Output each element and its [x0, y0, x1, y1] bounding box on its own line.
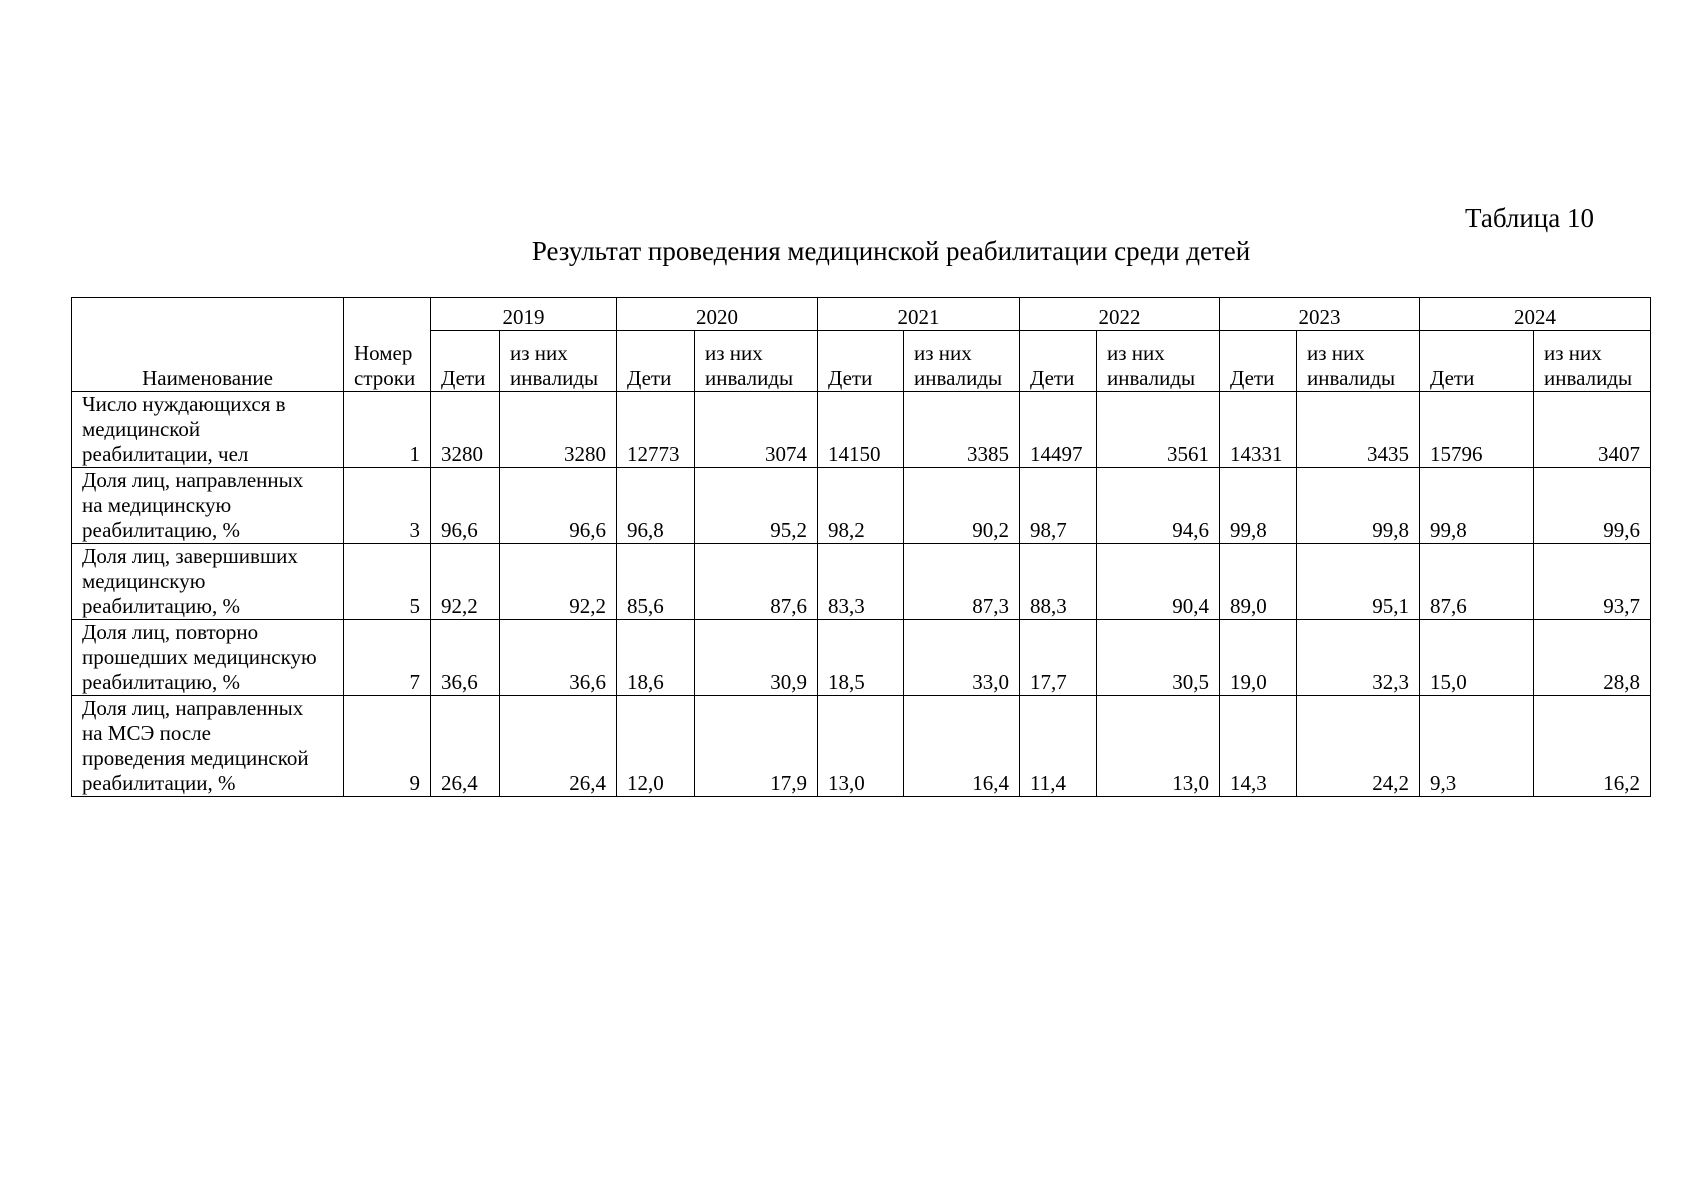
column-header-row-number	[344, 298, 431, 392]
value-cell-disabled: 94,6	[1097, 468, 1220, 544]
subheader-disabled-line: из них	[705, 341, 763, 365]
value-cell-disabled: 87,3	[904, 544, 1020, 620]
value-cell-children: 87,6	[1420, 544, 1534, 620]
value-cell-disabled: 16,4	[904, 696, 1020, 797]
value-cell-disabled: 13,0	[1097, 696, 1220, 797]
table-body	[72, 392, 1651, 797]
subheader-disabled-line: инвалиды	[1544, 366, 1633, 390]
value-cell-children: 88,3	[1020, 544, 1097, 620]
value-cell-children: 26,4	[431, 696, 500, 797]
value-cell-disabled: 36,6	[500, 620, 617, 696]
report-title: Результат проведения медицинской реабилитации среди детей	[531, 236, 1251, 266]
value-cell-children: 19,0	[1220, 620, 1297, 696]
value-cell-children: 9,3	[1420, 696, 1534, 797]
value-cell-children: 14150	[818, 392, 904, 468]
value-cell-children: 14331	[1220, 392, 1297, 468]
subheader-disabled-line: из них	[1107, 341, 1165, 365]
value-cell-disabled: 30,5	[1097, 620, 1220, 696]
value-cell-disabled: 24,2	[1297, 696, 1420, 797]
row-name-cell	[72, 696, 344, 797]
subheader-disabled	[695, 331, 818, 392]
value-cell-children: 11,4	[1020, 696, 1097, 797]
row-name-line: на медицинскую	[82, 493, 232, 517]
value-cell-disabled: 99,8	[1297, 468, 1420, 544]
row-name-line: медицинской	[82, 417, 201, 441]
table-row	[72, 468, 1651, 544]
row-name-line: Доля лиц, завершивших	[82, 544, 298, 568]
row-name-line: Доля лиц, направленных	[82, 696, 304, 720]
value-cell-children: 12773	[617, 392, 695, 468]
value-cell-children: 96,8	[617, 468, 695, 544]
subheader-children: Дети	[431, 331, 500, 392]
row-name-line: Доля лиц, направленных	[82, 468, 304, 492]
value-cell-children: 36,6	[431, 620, 500, 696]
value-cell-disabled: 95,2	[695, 468, 818, 544]
value-cell-children: 92,2	[431, 544, 500, 620]
subheader-disabled	[1297, 331, 1420, 392]
value-cell-children: 12,0	[617, 696, 695, 797]
row-name-cell	[72, 468, 344, 544]
subheader-disabled-line: инвалиды	[705, 366, 794, 390]
year-header-2024: 2024	[1420, 298, 1651, 331]
table-row	[72, 392, 1651, 468]
subheader-disabled	[1097, 331, 1220, 392]
subheader-disabled-line: инвалиды	[510, 366, 599, 390]
row-name-line: реабилитацию, %	[82, 518, 240, 542]
subheader-disabled-line: инвалиды	[1307, 366, 1396, 390]
value-cell-disabled: 90,4	[1097, 544, 1220, 620]
value-cell-disabled: 30,9	[695, 620, 818, 696]
value-cell-disabled: 3561	[1097, 392, 1220, 468]
column-header-name: Наименование	[72, 298, 344, 392]
value-cell-disabled: 16,2	[1534, 696, 1651, 797]
year-header-2021: 2021	[818, 298, 1020, 331]
value-cell-disabled: 33,0	[904, 620, 1020, 696]
value-cell-disabled: 28,8	[1534, 620, 1651, 696]
value-cell-disabled: 96,6	[500, 468, 617, 544]
row-name-cell	[72, 392, 344, 468]
value-cell-children: 13,0	[818, 696, 904, 797]
subheader-disabled-line: инвалиды	[914, 366, 1003, 390]
value-cell-disabled: 17,9	[695, 696, 818, 797]
row-name-line: проведения медицинской	[82, 746, 309, 770]
subheader-children: Дети	[1420, 331, 1534, 392]
value-cell-children: 99,8	[1220, 468, 1297, 544]
subheader-disabled-line: из них	[1544, 341, 1602, 365]
row-name-line: на МСЭ после	[82, 721, 211, 745]
value-cell-children: 15796	[1420, 392, 1534, 468]
value-cell-disabled: 92,2	[500, 544, 617, 620]
subheader-disabled-line: из них	[510, 341, 568, 365]
value-cell-children: 15,0	[1420, 620, 1534, 696]
row-name-cell	[72, 544, 344, 620]
value-cell-children: 98,2	[818, 468, 904, 544]
value-cell-disabled: 99,6	[1534, 468, 1651, 544]
value-cell-children: 18,5	[818, 620, 904, 696]
value-cell-disabled: 93,7	[1534, 544, 1651, 620]
subheader-disabled-line: инвалиды	[1107, 366, 1196, 390]
value-cell-children: 89,0	[1220, 544, 1297, 620]
row-name-line: реабилитацию, %	[82, 594, 240, 618]
value-cell-children: 14,3	[1220, 696, 1297, 797]
value-cell-disabled: 26,4	[500, 696, 617, 797]
year-header-2023: 2023	[1220, 298, 1420, 331]
value-cell-children: 3280	[431, 392, 500, 468]
subheader-disabled	[500, 331, 617, 392]
table-row	[72, 620, 1651, 696]
value-cell-children: 18,6	[617, 620, 695, 696]
row-number-cell: 9	[344, 696, 431, 797]
value-cell-children: 14497	[1020, 392, 1097, 468]
value-cell-children: 96,6	[431, 468, 500, 544]
row-name-line: медицинскую	[82, 569, 206, 593]
year-header-2020: 2020	[617, 298, 818, 331]
subheader-disabled	[1534, 331, 1651, 392]
subheader-children: Дети	[1020, 331, 1097, 392]
row-name-line: Число нуждающихся в	[82, 392, 286, 416]
value-cell-disabled: 3407	[1534, 392, 1651, 468]
value-cell-disabled: 3074	[695, 392, 818, 468]
rehabilitation-table	[71, 297, 1651, 797]
row-name-line: прошедших медицинскую	[82, 645, 317, 669]
row-number-cell: 3	[344, 468, 431, 544]
table-caption: Таблица 10	[1465, 203, 1594, 233]
value-cell-disabled: 90,2	[904, 468, 1020, 544]
table-row	[72, 544, 1651, 620]
value-cell-disabled: 3385	[904, 392, 1020, 468]
value-cell-children: 17,7	[1020, 620, 1097, 696]
table-row	[72, 696, 1651, 797]
row-number-label-line: Номер	[354, 341, 413, 365]
subheader-disabled-line: из них	[914, 341, 972, 365]
year-header-2022: 2022	[1020, 298, 1220, 331]
row-name-line: реабилитации, чел	[82, 442, 249, 466]
row-number-cell: 5	[344, 544, 431, 620]
subheader-children: Дети	[617, 331, 695, 392]
subheader-disabled-line: из них	[1307, 341, 1365, 365]
row-name-cell	[72, 620, 344, 696]
row-number-label-line: строки	[354, 366, 416, 390]
row-name-line: Доля лиц, повторно	[82, 620, 259, 644]
value-cell-children: 83,3	[818, 544, 904, 620]
value-cell-disabled: 87,6	[695, 544, 818, 620]
row-name-line: реабилитацию, %	[82, 670, 240, 694]
value-cell-children: 85,6	[617, 544, 695, 620]
value-cell-disabled: 3280	[500, 392, 617, 468]
year-header-2019: 2019	[431, 298, 617, 331]
value-cell-disabled: 3435	[1297, 392, 1420, 468]
row-name-line: реабилитации, %	[82, 771, 236, 795]
row-number-cell: 7	[344, 620, 431, 696]
header-row-years	[72, 298, 1651, 331]
subheader-children: Дети	[818, 331, 904, 392]
value-cell-children: 99,8	[1420, 468, 1534, 544]
value-cell-children: 98,7	[1020, 468, 1097, 544]
value-cell-disabled: 95,1	[1297, 544, 1420, 620]
subheader-children: Дети	[1220, 331, 1297, 392]
subheader-disabled	[904, 331, 1020, 392]
value-cell-disabled: 32,3	[1297, 620, 1420, 696]
row-number-cell: 1	[344, 392, 431, 468]
